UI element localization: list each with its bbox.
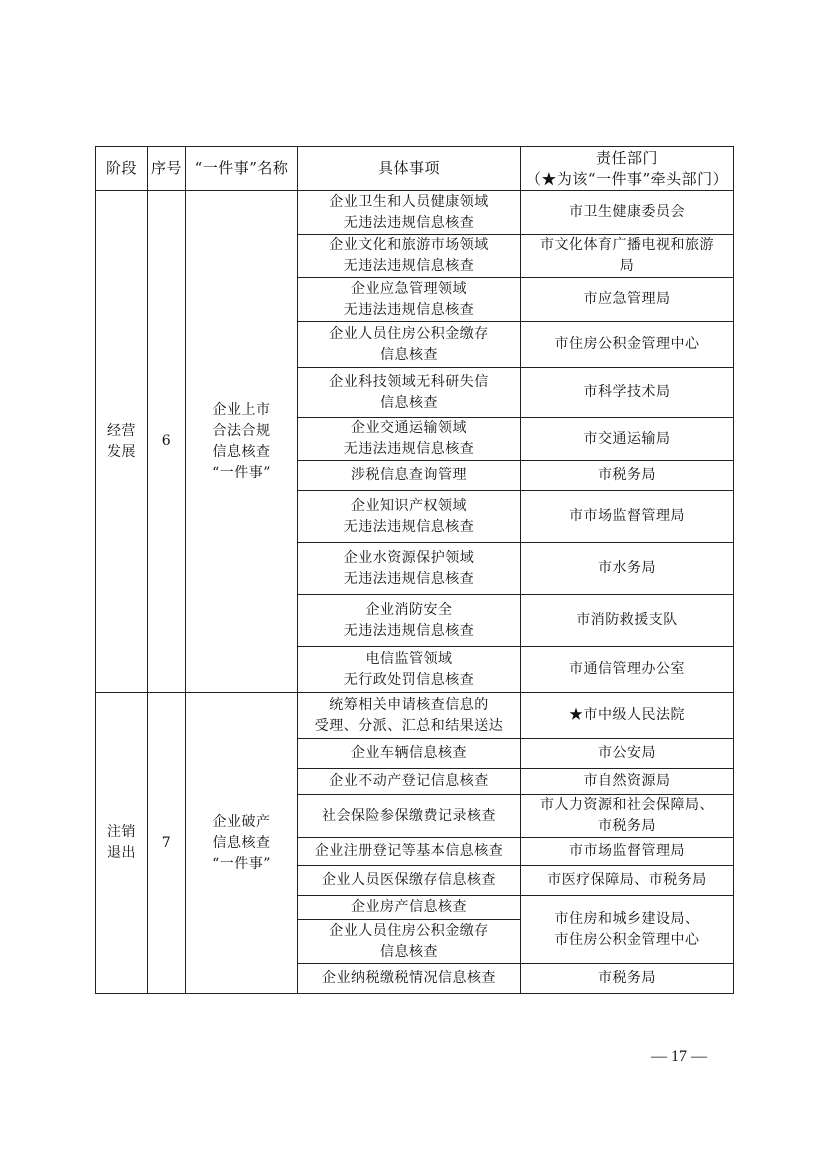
item-cell — [298, 191, 521, 235]
matter-name-cell-line: “一件事” — [212, 855, 271, 872]
dept-cell-line: 市应急管理局 — [583, 291, 671, 307]
dept-cell-line: 市交通运输局 — [583, 430, 671, 447]
page-number: — 17 — — [651, 1048, 707, 1065]
dept-cell — [521, 896, 734, 964]
item-cell-line: 无违法违规信息核查 — [343, 441, 475, 457]
dept-cell — [521, 543, 734, 595]
item-cell-line: 无违法违规信息核查 — [343, 301, 475, 318]
item-cell-line: 企业文化和旅游市场领域 — [329, 237, 489, 253]
matter-name-cell-line: “一件事” — [212, 464, 271, 481]
item-cell — [298, 368, 521, 418]
header-item: 具体事项 — [298, 147, 521, 191]
item-cell-line: 无违法违规信息核查 — [343, 570, 475, 587]
dept-cell-line: 市市场监督管理局 — [569, 843, 685, 859]
dept-cell-line: 市自然资源局 — [583, 773, 671, 789]
item-cell — [298, 866, 521, 896]
item-cell — [298, 647, 521, 693]
dept-cell — [521, 368, 734, 418]
data-table — [95, 146, 734, 994]
dept-cell — [521, 769, 734, 795]
stage-cell — [96, 191, 148, 693]
item-cell-line: 涉税信息查询管理 — [351, 467, 467, 483]
item-cell-line: 企业消防安全 — [365, 601, 453, 618]
item-cell — [298, 920, 521, 964]
matter-name-cell-line: 合法合规 — [212, 422, 271, 439]
dept-cell — [521, 595, 734, 647]
header-row — [96, 147, 734, 191]
item-cell-line: 企业卫生和人员健康领域 — [329, 193, 489, 210]
number-cell: 7 — [148, 693, 186, 994]
dept-cell-line: 市住房公积金管理中心 — [554, 931, 700, 948]
header-dept-line1: 责任部门 — [595, 148, 658, 167]
matter-name-cell-line: 企业破产 — [212, 813, 271, 830]
dept-cell-line: 市住房和城乡建设局、 — [554, 910, 700, 927]
stage-cell — [96, 693, 148, 994]
item-cell-line: 企业知识产权领域 — [351, 497, 467, 514]
item-cell-line: 信息核查 — [380, 943, 438, 960]
item-cell — [298, 964, 521, 994]
item-cell-line: 企业纳税缴税情况信息核查 — [322, 970, 496, 986]
header-name: “一件事”名称 — [186, 147, 298, 191]
item-cell-line: 社会保险参保缴费记录核查 — [322, 807, 496, 824]
dept-cell-line: 市公安局 — [598, 745, 656, 761]
item-cell-line: 无违法违规信息核查 — [343, 518, 475, 535]
item-cell — [298, 322, 521, 368]
item-cell-line: 企业科技领域无科研失信 — [329, 373, 489, 390]
dept-cell — [521, 795, 734, 838]
item-cell-line: 企业应急管理领域 — [351, 280, 467, 297]
table-row — [96, 693, 734, 739]
dept-cell — [521, 235, 734, 278]
item-cell — [298, 235, 521, 278]
item-cell-line: 企业房产信息核查 — [351, 899, 467, 915]
dept-cell — [521, 191, 734, 235]
item-cell-line: 企业人员医保缴存信息核查 — [322, 872, 496, 888]
stage-cell-line: 注销 — [107, 824, 136, 840]
dept-cell — [521, 278, 734, 322]
item-cell-line: 企业车辆信息核查 — [351, 745, 467, 761]
dept-cell-line: 市税务局 — [598, 467, 656, 483]
dept-cell — [521, 838, 734, 866]
dept-cell-line: 市卫生健康委员会 — [569, 204, 685, 220]
dept-cell-line: 市消防救援支队 — [576, 612, 678, 628]
table-body — [96, 191, 734, 994]
item-cell-line: 企业人员住房公积金缴存 — [329, 325, 489, 342]
item-cell-line: 统筹相关申请核查信息的 — [329, 696, 489, 713]
dept-cell — [521, 418, 734, 461]
dept-cell — [521, 693, 734, 739]
header-stage: 阶段 — [96, 147, 148, 191]
item-cell-line: 电信监管领域 — [365, 650, 453, 667]
dept-cell — [521, 461, 734, 491]
stage-cell-line: 发展 — [107, 443, 136, 460]
matter-name-cell-line: 信息核查 — [212, 834, 271, 851]
dept-cell-line: 市税务局 — [598, 818, 656, 834]
dept-cell-line: 市医疗保障局、市税务局 — [547, 872, 707, 888]
matter-name-cell — [186, 693, 298, 994]
dept-cell — [521, 322, 734, 368]
stage-cell-line: 经营 — [107, 422, 136, 439]
item-cell-line: 无行政处罚信息核查 — [343, 671, 475, 688]
item-cell-line: 企业注册登记等基本信息核查 — [314, 843, 504, 859]
dept-cell — [521, 739, 734, 769]
item-cell-line: 企业不动产登记信息核查 — [329, 773, 489, 789]
item-cell-line: 信息核查 — [380, 346, 438, 363]
item-cell — [298, 278, 521, 322]
matter-name-cell-line: 信息核查 — [212, 443, 271, 460]
dept-cell-line: 市水务局 — [598, 560, 656, 576]
header-dept-line2: （★为该“一件事”牵头部门） — [525, 169, 729, 188]
item-cell — [298, 595, 521, 647]
dept-cell-line: 市住房公积金管理中心 — [554, 336, 700, 352]
dept-cell-line: 局 — [619, 258, 635, 274]
matter-name-cell-line: 企业上市 — [212, 401, 271, 418]
item-cell — [298, 739, 521, 769]
table-row — [96, 191, 734, 235]
item-cell-line: 无违法违规信息核查 — [343, 622, 475, 639]
dept-cell — [521, 866, 734, 896]
item-cell — [298, 769, 521, 795]
dept-cell — [521, 964, 734, 994]
dept-cell-line: 市市场监督管理局 — [569, 508, 685, 524]
item-cell-line: 无违法违规信息核查 — [343, 258, 475, 274]
dept-cell-line: 市税务局 — [598, 970, 656, 986]
item-cell-line: 无违法违规信息核查 — [343, 214, 475, 231]
item-cell — [298, 795, 521, 838]
item-cell — [298, 418, 521, 461]
item-cell-line: 信息核查 — [380, 394, 438, 411]
item-cell-line: 企业交通运输领域 — [351, 420, 467, 436]
item-cell — [298, 491, 521, 543]
item-cell-line: 企业水资源保护领域 — [343, 549, 475, 566]
matter-name-cell — [186, 191, 298, 693]
item-cell-line: 企业人员住房公积金缴存 — [329, 922, 489, 939]
dept-cell-line: 市通信管理办公室 — [569, 661, 685, 677]
item-cell — [298, 896, 521, 920]
dept-cell-line: 市人力资源和社会保障局、 — [540, 797, 714, 813]
item-cell — [298, 693, 521, 739]
item-cell-line: 受理、分派、汇总和结果送达 — [314, 717, 504, 734]
number-cell: 6 — [148, 191, 186, 693]
stage-cell-line: 退出 — [107, 845, 136, 861]
dept-cell-line: 市文化体育广播电视和旅游 — [540, 237, 714, 253]
header-dept — [521, 147, 734, 191]
dept-cell — [521, 647, 734, 693]
item-cell — [298, 543, 521, 595]
dept-cell — [521, 491, 734, 543]
header-no: 序号 — [148, 147, 186, 191]
item-cell — [298, 838, 521, 866]
item-cell — [298, 461, 521, 491]
dept-cell-line: 市科学技术局 — [583, 384, 671, 400]
dept-cell-line: ★市中级人民法院 — [569, 707, 685, 723]
